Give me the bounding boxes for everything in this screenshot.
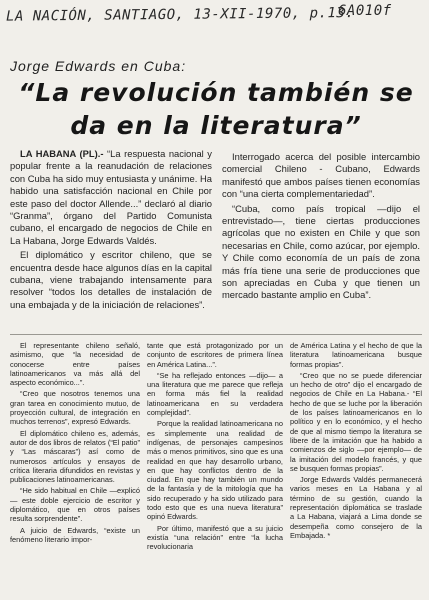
lead-column-right xyxy=(222,151,420,304)
section-divider xyxy=(10,334,422,335)
lead-paragraph: “Cuba, como país tropical —dijo el entrevistado—, tiene ciertas producciones agrícolas que no existen en Chile y que son necesarias en Chile, como azúcar, por ejemplo. Y Chile como economía de un país de zona más fría tiene una serie de producciones que son apreciadas en Cuba y que tienen un mercado bastante amplio en Cuba”. xyxy=(222,202,420,301)
body-paragraph: El representante chileno señaló, asimismo, que “la necesidad de conocerse entre países latinoamericanos va más allá del aspecto económico...”. xyxy=(10,341,140,388)
article-headline: “La revolución también se da en la literatura” xyxy=(18,78,414,140)
body-paragraph: “Creo que nosotros tenemos una gran tarea en conocimiento mutuo, de proyección cultural, de integración en muchos terrenos”, expresó Edwards. xyxy=(10,389,140,427)
lead-paragraph xyxy=(10,148,212,247)
lead-paragraph: El diplomático y escritor chileno, que se encuentra desde hace algunos días en la capital cubana, viene trabajando intensamente para resolver “todos los detalles de instalación de una embajada y de la iniciación de relaciones”. xyxy=(10,249,212,310)
body-paragraph: Porque la realidad latinoamericana no es simplemente una realidad de indígenas, de personajes campesinos más o menos primitivos, sino que es una realidad en que hay desarrollo urbano, en que hay conflictos dentro de la ciudad. En que hay también un mundo de la fantasía y de la mitología que ha sido recuperado y ha sido utilizado para todo esto que es una nueva literatura” opinó Edwards. xyxy=(147,419,283,522)
handwritten-archive-code: 6A010f xyxy=(338,3,392,19)
body-paragraph: A juicio de Edwards, “existe un fenómeno literario impor- xyxy=(10,525,140,544)
body-paragraph: “He sido habitual en Chile —explicó— este doble ejercicio de escritor y diplomático, que en otros países resulta sorprendente”. xyxy=(10,486,140,524)
body-paragraph: Por último, manifestó que a su juicio existía “una relación” entre “la lucha revolucionaria xyxy=(147,523,283,552)
body-column-2 xyxy=(147,341,283,554)
handwritten-source-note: LA NACIÓN, SANTIAGO, 13-XII-1970, p.13. xyxy=(5,5,355,25)
article-kicker: Jorge Edwards en Cuba: xyxy=(10,58,187,74)
body-column-1 xyxy=(10,341,140,546)
body-paragraph: de América Latina y el hecho de que la literatura latinoamericana busque formas propias”. xyxy=(290,341,422,369)
body-paragraph: “Se ha reflejado entonces —dijo— a una literatura que me parece que refleja en forma más fiel la realidad latinoamericana en su verdadera complejidad”. xyxy=(147,370,283,418)
lead-column-left xyxy=(10,148,212,313)
body-paragraph: “Creo que no se puede diferenciar un hecho de otro” dijo el encargado de negocios de Chile en La Habana.- “El hecho de que se luche por la liberación de los países latinoamericanos en lo político y en lo económico, y el hecho de que al mismo tiempo la literatura se libere de la imitación que ha habido a comienzos de siglo —por ejemplo— de la imitación del modelo francés, y que se busquen formas propias”. xyxy=(290,370,422,473)
lead-paragraph-text: “La respuesta nacional y popular frente a la reanudación de relaciones con Cuba ha sido muy entusiasta y unánime. Ha habido una satisfacción nacional en Chile por este paso del doctor Allende...” declaró al diario “Granma”, órgano del Partido Comunista cubano, el encargado de negocios de Chile en La Habana, Jorge Edwards Valdés. xyxy=(10,148,212,246)
body-paragraph: Jorge Edwards Valdés permanecerá varios meses en La Habana y al término de su gestión, cuando la representación diplomática se traslade a La Habana, viajará a Lima donde se desempeña como consejero de la Embajada. * xyxy=(290,475,422,540)
body-paragraph: El diplomático chileno es, además, autor de dos libros de relatos (“El patio” y “Las máscaras”) así como de numerosos artículos y ensayos de crítica literaria difundidos en revistas y publicaciones latinoamericanas. xyxy=(10,428,140,485)
body-column-3 xyxy=(290,341,422,542)
dateline: LA HABANA (PL).- xyxy=(20,148,104,159)
lead-paragraph: Interrogado acerca del posible intercambio comercial Chileno - Cubano, Edwards manifestó que ambos países tienen economías con “una cierta complementariedad”. xyxy=(222,151,420,200)
body-paragraph: tante que está protagonizado por un conjunto de escritores de primera línea en América Latina...”. xyxy=(147,341,283,369)
